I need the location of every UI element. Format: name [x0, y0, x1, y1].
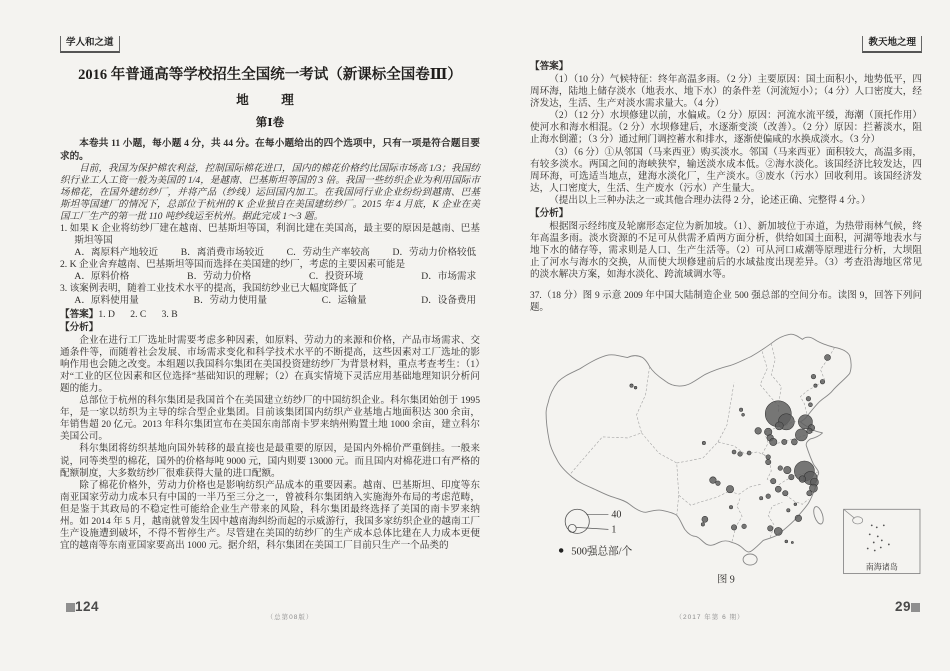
- question-material: 目前，我国为保护棉农利益，控制国际棉花进口，国内的棉花价格约比国际市场高 1/3；我国纺织行业工人工资一般为美国的 1/4，是越南、巴基斯坦等国的 3 倍。我国一些纺织企业为利用国际市场棉花，在国外建纺纱厂，并将产品（纱线）运回国内加工。在我国同行业企业纷纷到越南、巴基斯坦等国建厂的情况下，总部位于杭州的 K 企业独自在美国建纺纱厂。2015 年 4 月底，K 企业在美国工厂生产的第一批 110 吨纱线运至杭州。据此完成 1～3 题。: [60, 162, 480, 222]
- question-2-stem: 2. K 企业舍弃越南、巴基斯坦等国而选择在美国建的纱厂，考虑的主要因素可能是: [60, 259, 406, 271]
- answer-paragraph-2: （2）（12 分）水坝修建以前，水偏咸。（2 分）原因：河流水流平缓，海潮（顶托作用）使河水和海水相混。（2 分）水坝修建后，水逐渐变淡（改善）。（2 分）原因：拦蓄淡水，阻止海水倒灌；（3 分）通过闸门调控蓄水和排水，逐渐使偏咸的水换成淡水。（3 分）: [530, 110, 922, 146]
- analysis-label-right: 【分析】: [530, 207, 569, 219]
- q2-option-a: A．原料价格: [74, 271, 130, 283]
- analysis-paragraph-4: 除了棉花价格外，劳动力价格也是影响纺织产品成本的重要因素。越南、巴基斯坦、印度等东南亚国家劳动力成本只有中国的一半乃至三分之一，曾被科尔集团纳入实施海外布局的考虑范畴，但是鉴于其政局的不稳定性可能给企业生产带来的风险，科尔集团最终选择了美国的南卡罗来纳州。如 2014 年 5 月，越南就曾发生因中越南海纠纷而起的示威游行，我国多家纺织企业的越南工厂生产设施遭到破坏，不得不暂停生产。尽管建在美国的纺纱厂的生产成本总体比建在人力成本更便宜的越南等东南亚国家要高出 1000 元。据介绍，科尔集团在美国工厂目前只生产一个品类的: [60, 479, 480, 552]
- taiwan-island: [812, 506, 825, 526]
- map-bubble: [820, 380, 825, 385]
- map-bubble: [634, 387, 637, 390]
- legend-circle-small: [568, 525, 576, 533]
- answer-label: 【答案】: [60, 308, 99, 320]
- q2-option-c: C．投资环境: [309, 271, 364, 283]
- answer-paragraph-3: （3）（6 分）①从邻国（马来西亚）购买淡水。邻国（马来西亚）面积较大，高温多雨，有较多淡水。两国之间的海峡狭窄，输送淡水成本低。②海水淡化。该国经济比较发达，四周环海，可选适当地点，建海水淡化厂，生产淡水。③废水（污水）回收利用。该国经济发达，人口密度大，生活、生产废水（污水）产生量大。: [530, 146, 922, 194]
- map-bubble: [701, 523, 704, 526]
- south-china-sea-inset: [844, 510, 920, 574]
- map-bubble: [807, 491, 812, 496]
- map-bubble: [710, 477, 717, 484]
- map-bubble: [702, 442, 705, 445]
- exam-instructions: 本卷共 11 小题，每小题 4 分，共 44 分。在每小题给出的四个选项中，只有一项是符合题目要求的。: [60, 138, 480, 162]
- china-map-bubbles: [630, 355, 831, 544]
- right-header-tab: 教天地之理: [862, 36, 922, 53]
- answer-label-right: 【答案】: [530, 60, 569, 72]
- q3-option-c: C．运输量: [321, 295, 367, 307]
- map-bubble: [795, 429, 807, 441]
- map-bubble: [782, 440, 787, 445]
- analysis-paragraph-1: 企业在进行工厂选址时需要考虑多种因素，如原料、劳动力的来源和价格，产品市场需求、交通条件等，而随着社会发展、市场需求变化和科学技术水平的不断提高，这些因素对工厂选址的影响作用也会随之改变。本组题以我国科尔集团在美国投资建纺纱厂为背景材料，重点考查考生：（1）对“工业的区位因素和区位选择”基础知识的理解；（2）在真实情境下灵活应用基础地理知识分析问题的能力。: [60, 334, 480, 395]
- map-bubble: [739, 409, 742, 412]
- map-bubble: [799, 476, 806, 483]
- hainan-island: [743, 554, 757, 565]
- figure-9: [530, 324, 922, 590]
- map-bubble: [806, 397, 811, 402]
- map-bubble: [791, 439, 797, 445]
- map-bubble: [771, 479, 776, 484]
- inset-label: 南海诸岛: [865, 563, 898, 573]
- map-bubble: [768, 526, 773, 531]
- analysis-label-left: 【分析】: [60, 321, 99, 333]
- exam-title: 2016 年普通高等学校招生全国统一考试（新课标全国卷Ⅲ）: [78, 66, 462, 83]
- q3-option-b: B．劳动力使用量: [193, 295, 268, 307]
- map-bubble: [716, 481, 721, 486]
- left-header-tab: 学人和之道: [60, 36, 120, 53]
- left-page: [60, 36, 480, 552]
- map-bubble: [731, 525, 736, 530]
- map-bubble: [747, 451, 751, 455]
- legend-dot: [559, 549, 563, 553]
- china-outline: [546, 335, 851, 553]
- left-footer-square: [66, 603, 75, 612]
- q1-option-b: B．离消费市场较近: [180, 247, 264, 259]
- map-bubble: [775, 422, 783, 430]
- map-bubble: [759, 497, 762, 500]
- map-bubble: [726, 486, 733, 493]
- analysis-paragraph-2: 总部位于杭州的科尔集团是我国首个在美国建立纺纱厂的中国纺织企业。科尔集团始创于 1995 年，是一家以纺织为主导的综合型企业集团。目前该集团国内纺织产业基地占地面积达 300 余亩，年销售超 20 亿元。2013 年科尔集团宣布在美国东南部南卡罗来纳州购置土地 1000 余亩，建立科尔美国公司。: [60, 395, 480, 443]
- map-bubble: [702, 517, 708, 523]
- map-bubble: [814, 384, 817, 387]
- question-3-stem: 3. 该案例表明，随着工业技术水平的提高，我国纺纱业已大幅度降低了: [60, 283, 358, 295]
- analysis-paragraph-3: 科尔集团将纺织基地向国外转移的最直接也是最重要的原因，是国内外棉价严重倒挂。一般来说，同等类型的棉花，国外的价格每吨 9000 元，国内则要 13000 元。而且国内对棉花进口有严格的配额制度，大多数纺纱厂很难获得大量的进口配额。: [60, 443, 480, 479]
- china-map: [530, 324, 922, 586]
- map-bubble: [738, 452, 743, 457]
- map-bubble: [789, 475, 794, 480]
- right-header-row: [530, 36, 922, 53]
- subject-title: 地 理: [236, 93, 304, 108]
- map-bubble: [732, 450, 736, 454]
- legend-unit-label: 500强总部/个: [571, 546, 633, 558]
- map-bubble: [766, 455, 771, 460]
- question-3-options: [60, 295, 480, 307]
- answer-1: 1. D: [98, 308, 115, 320]
- right-footer-page-number: 29: [875, 598, 920, 616]
- question-1-stem: 1. 如果 K 企业将纺纱厂建在越南、巴基斯坦等国，利润比建在美国高，最主要的原因是越南、巴基斯坦等国: [60, 223, 480, 247]
- map-bubble: [784, 467, 791, 474]
- question-1-options: [60, 247, 480, 259]
- left-footer-page-number: 124: [66, 598, 99, 616]
- map-bubble: [807, 429, 812, 434]
- section-title: 第Ⅰ卷: [255, 116, 285, 129]
- q1-option-c: C．劳动生产率较高: [286, 247, 370, 259]
- q3-option-d: D．设备费用: [421, 295, 477, 307]
- map-bubble: [775, 487, 781, 493]
- question-37: 37.（18 分）图 9 示意 2009 年中国大陆制造企业 500 强总部的空间分布。读图 9，回答下列问题。: [530, 291, 922, 314]
- map-bubble: [787, 509, 790, 512]
- map-bubble: [742, 414, 745, 417]
- answer-paragraph-1: （1）（10 分）气候特征：终年高温多雨。（2 分）主要原因：国土面积小，地势低平，四周环海，陆地上储存淡水（地表水、地下水）的条件差（河流短小）；（4 分）人口密度大，经济发达，生活、生产对淡水需求量大。（4 分）: [530, 74, 922, 110]
- map-bubble: [825, 355, 831, 361]
- question-2-options: [60, 271, 480, 283]
- legend-max-value: 40: [611, 509, 622, 521]
- legend-min-value: 1: [611, 524, 617, 536]
- map-bubble: [794, 503, 797, 506]
- right-footer-square: [911, 603, 920, 612]
- map-bubble: [791, 542, 793, 544]
- map-bubble: [811, 375, 816, 380]
- answer-3: 3. B: [161, 308, 178, 320]
- map-bubble: [783, 491, 788, 496]
- analysis-paragraph-right: 根据图示经纬度及轮廓形态定位为新加坡。（1）、新加坡位于赤道，为热带雨林气候，终年高温多雨。淡水资源的不足可从供需矛盾两方面分析，供给如国土面积，河湖等地表水与地下水的储存等，需求则是人口、生产生活等。（2）可从河口咸潮等原理进行分析，大坝阻止了河水与海水的交换，从而使大坝修建前后的水域盐度出现差异。（3）考查沿海地区常见的淡水解决方案，如海水淡化、跨流域调水等。: [530, 220, 922, 281]
- map-bubble: [766, 460, 771, 465]
- map-bubble: [630, 384, 633, 387]
- map-bubble: [785, 540, 788, 543]
- map-bubble: [742, 525, 747, 530]
- map-bubble: [808, 403, 812, 407]
- map-bubble: [755, 428, 762, 435]
- q2-option-d: D．市场需求: [421, 271, 477, 283]
- figure-caption: 图 9: [717, 575, 735, 587]
- q2-option-b: B．劳动力价格: [187, 271, 252, 283]
- right-page: [530, 36, 922, 591]
- map-bubble: [729, 506, 732, 509]
- answer-note: （提出以上三种办法之一或其他合理办法得 2 分，论述正确、完整得 4 分。）: [549, 194, 871, 206]
- map-bubble: [778, 466, 783, 471]
- left-header-row: [60, 36, 480, 53]
- left-footer-center: （总第08版）: [266, 614, 314, 621]
- map-legend: [559, 510, 633, 558]
- map-bubble: [770, 439, 777, 446]
- answer-2: 2. C: [130, 308, 147, 320]
- map-bubble: [766, 494, 771, 499]
- map-bubble: [795, 515, 802, 522]
- q3-option-a: A．原料使用量: [74, 295, 139, 307]
- right-footer-center: （2017 年第 6 期）: [675, 614, 745, 621]
- answers-line: [60, 309, 480, 321]
- map-bubble: [774, 528, 782, 536]
- q1-option-a: A．离原料产地较近: [74, 247, 159, 259]
- q1-option-d: D．劳动力价格较低: [392, 247, 477, 259]
